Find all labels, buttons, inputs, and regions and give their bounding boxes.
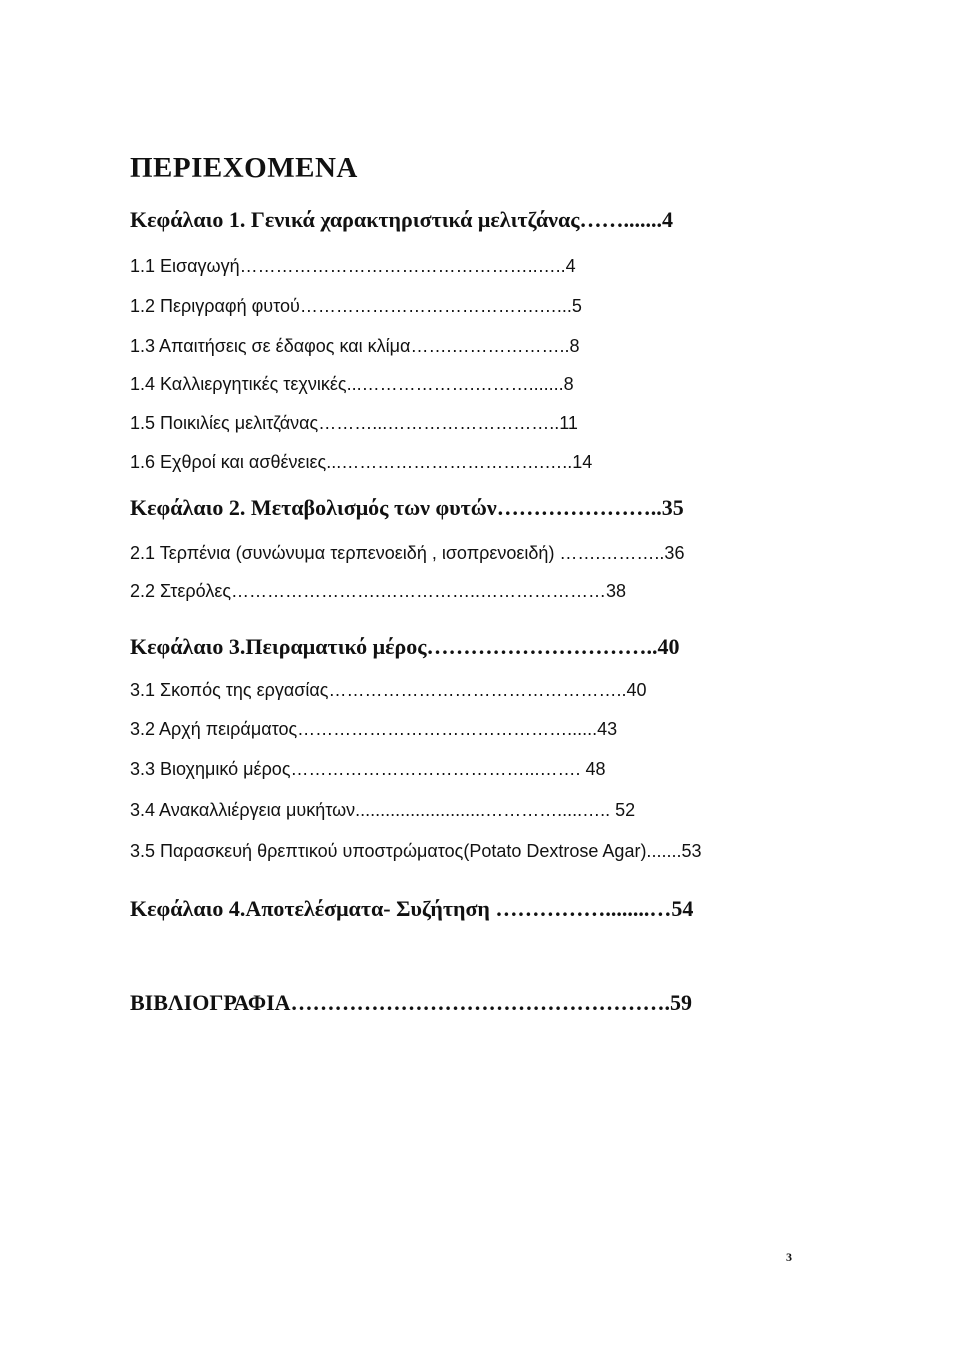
toc-section-1-6: 1.6 Εχθροί και ασθένειες...…………………………….…..14 <box>130 452 593 472</box>
toc-chapter-1: Κεφάλαιο 1. Γενικά χαρακτηριστικά μελιτζάνας…….......4 <box>130 207 674 232</box>
toc-section-3-1: 3.1 Σκοπός της εργασίας…………………………………………..40 <box>130 680 647 700</box>
toc-section-1-4: 1.4 Καλλιεργητικές τεχνικές...……………….……….......8 <box>130 374 574 394</box>
toc-section-3-5: 3.5 Παρασκευή θρεπτικού υποστρώματος(Potato Dextrose Agar).......53 <box>130 841 702 861</box>
toc-section-1-2: 1.2 Περιγραφή φυτού………………………………….…...5 <box>130 296 582 316</box>
toc-section-2-2: 2.2 Στερόλες…………………….……………..…………………38 <box>130 581 627 601</box>
toc-chapter-2: Κεφάλαιο 2. Μεταβολισμός των φυτών…………………..35 <box>130 495 684 520</box>
toc-section-3-4: 3.4 Ανακαλλιέργεια μυκήτων..........................………….....….. 52 <box>130 800 636 820</box>
page-number: 3 <box>786 1250 792 1264</box>
toc-section-1-1: 1.1 Εισαγωγή…………………………………………..…..4 <box>130 256 576 276</box>
toc-bibliography: ΒΙΒΛΙΟΓΡΑΦΙΑ…………………………………………….59 <box>130 990 693 1015</box>
toc-section-1-3: 1.3 Απαιτήσεις σε έδαφος και κλίμα…….………………..8 <box>130 336 580 356</box>
toc-section-2-1: 2.1 Τερπένια (συνώνυμα τερπενοειδή , ισοπρενοειδή) …….………..36 <box>130 543 685 563</box>
toc-chapter-4: Κεφάλαιο 4.Αποτελέσματα- Συζήτηση ……………........…54 <box>130 896 694 921</box>
toc-section-3-3: 3.3 Βιοχημικό μέρος…………………………………...……. 48 <box>130 759 606 779</box>
toc-section-1-5: 1.5 Ποικιλίες μελιτζάνας………...………………………..11 <box>130 413 578 433</box>
page-title: ΠΕΡΙΕΧΟΜΕΝΑ <box>130 152 358 184</box>
toc-section-3-2: 3.2 Αρχή πειράματος………………………………………......43 <box>130 719 618 739</box>
toc-chapter-3: Κεφάλαιο 3.Πειραματικό μέρος…………………………..40 <box>130 634 680 659</box>
